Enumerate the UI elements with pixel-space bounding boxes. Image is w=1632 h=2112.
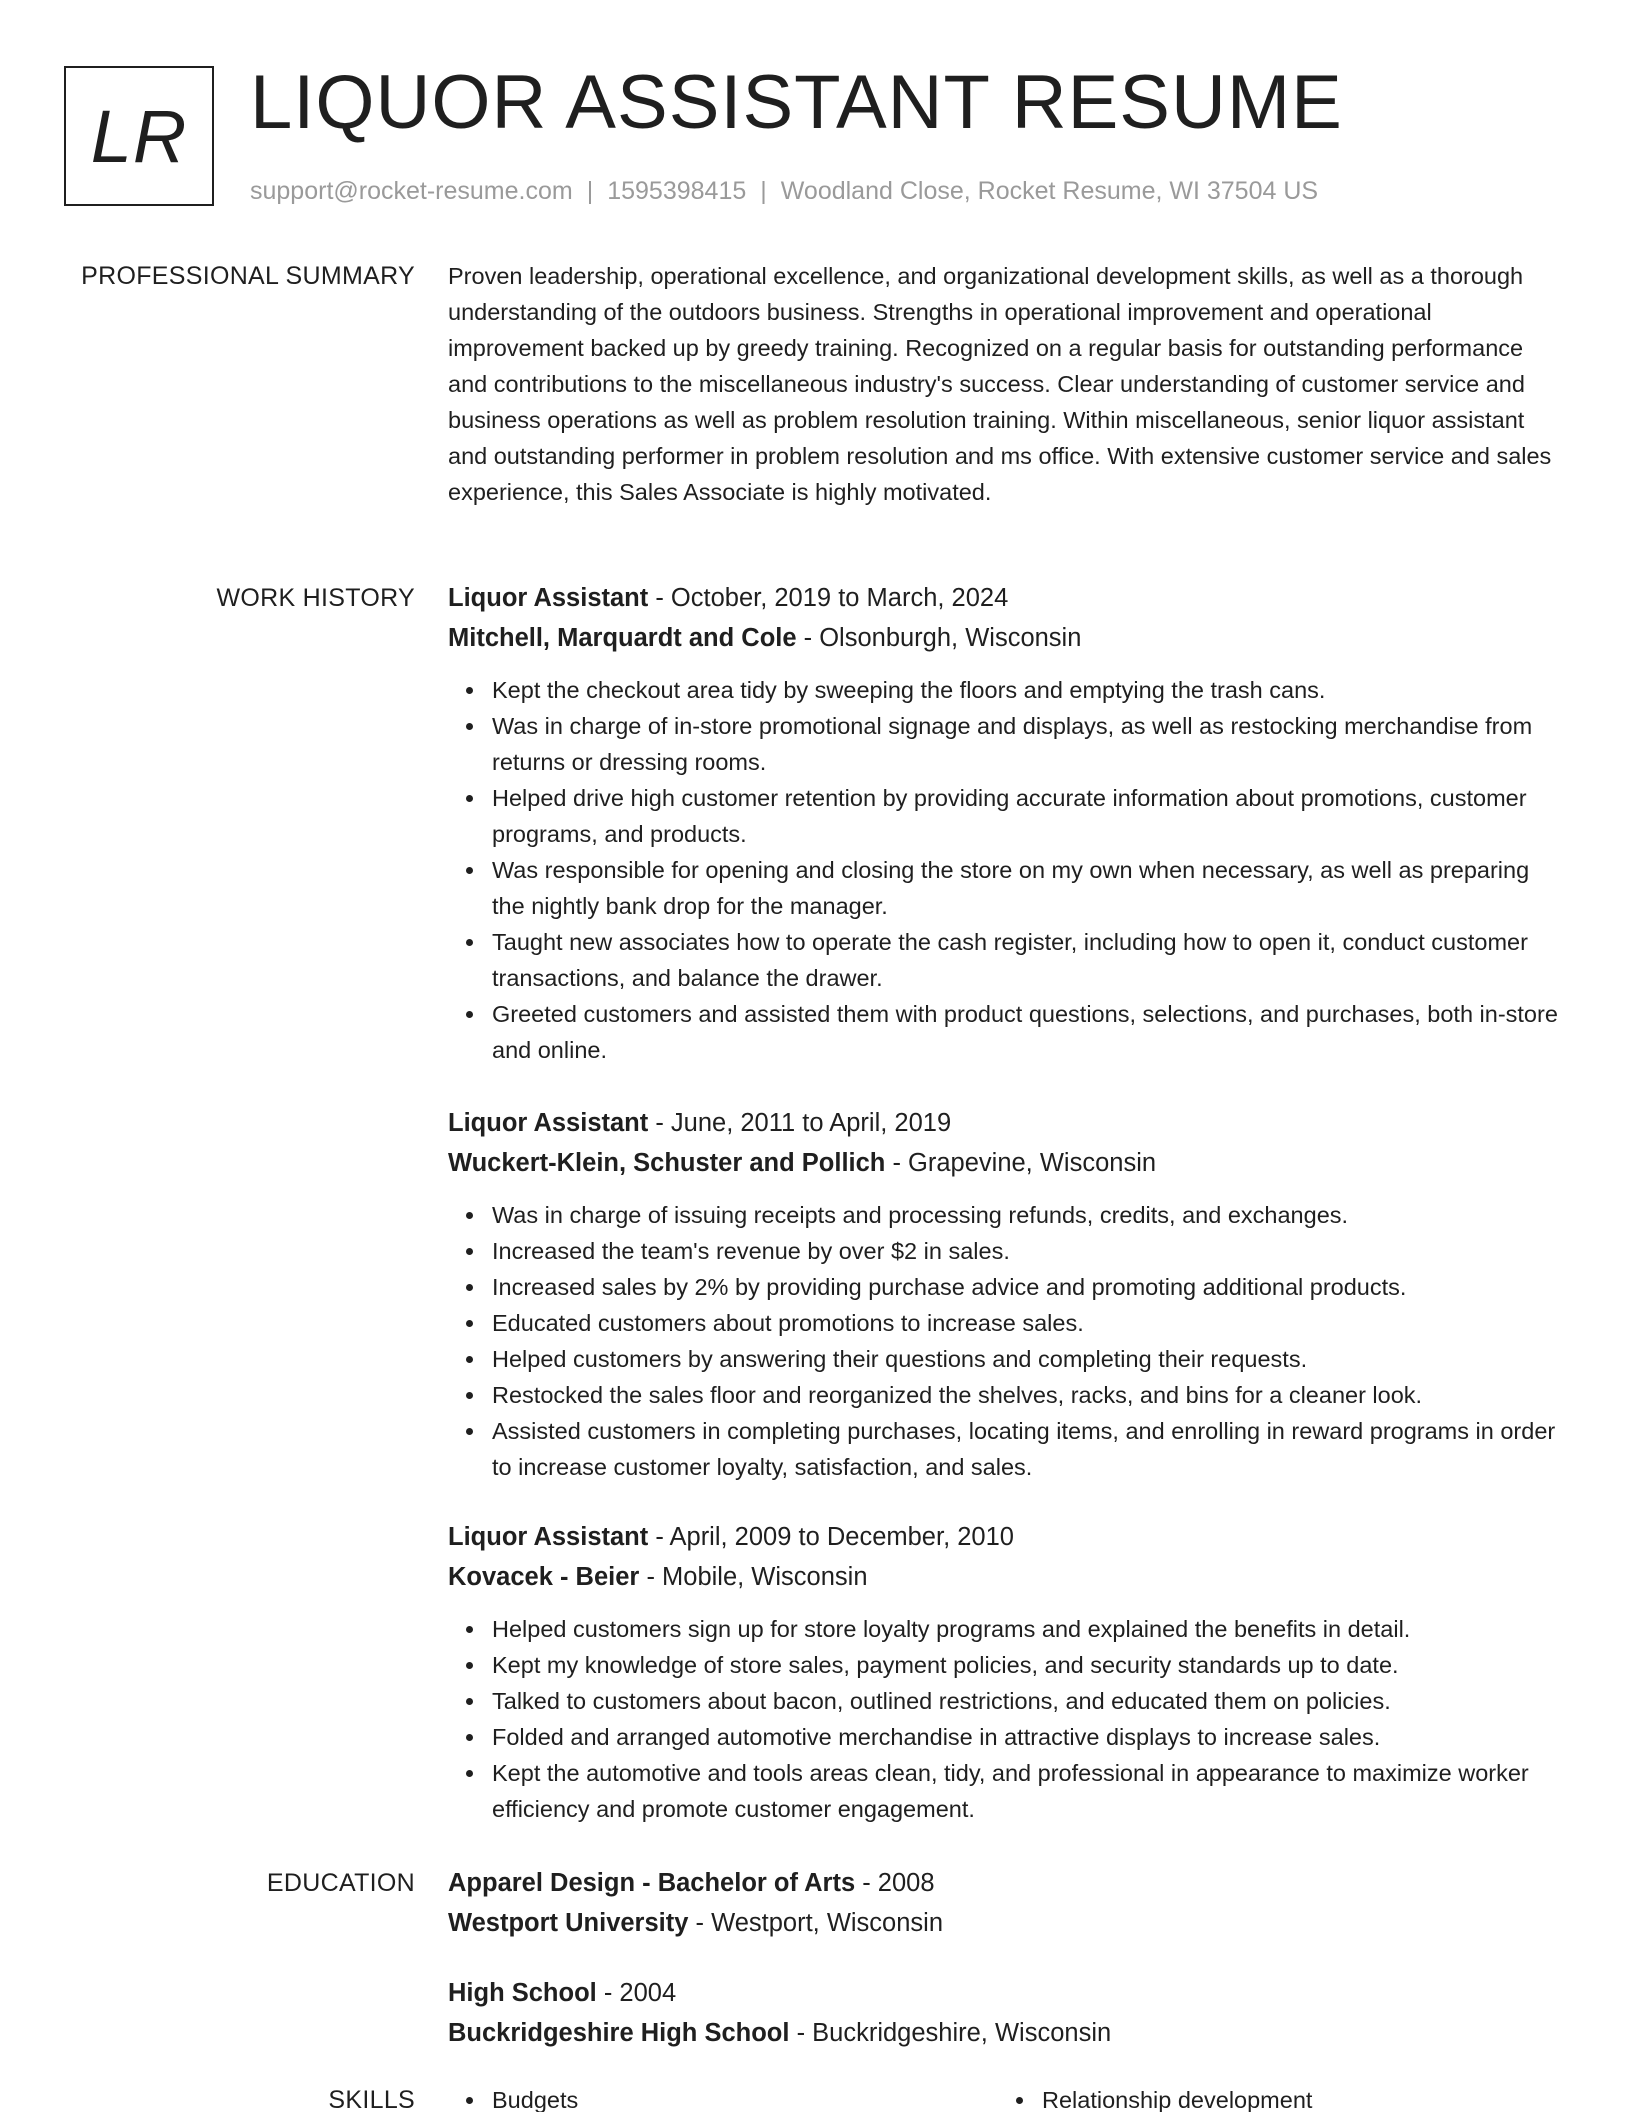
school: Westport University: [448, 1909, 689, 1937]
list-item: Helped customers by answering their questions and completing their requests.: [492, 1341, 1568, 1377]
skills-list-left: [448, 2082, 998, 2112]
job-title-line: [448, 1517, 1568, 1557]
school-location: - Buckridgeshire, Wisconsin: [789, 2019, 1112, 2047]
contact-separator: |: [586, 177, 594, 205]
job-location: - Mobile, Wisconsin: [639, 1563, 868, 1591]
list-item: Folded and arranged automotive merchandise in attractive displays to increase sales.: [492, 1719, 1568, 1755]
list-item: Taught new associates how to operate the cash register, including how to open it, conduct customer transactions, and balance the drawer.: [492, 924, 1568, 996]
job-dates: - June, 2011 to April, 2019: [648, 1109, 952, 1137]
degree: High School: [448, 1979, 597, 2007]
job-company: Kovacek - Beier: [448, 1563, 640, 1591]
job-bullets: [448, 672, 1568, 1068]
section-label-summary: PROFESSIONAL SUMMARY: [81, 262, 415, 290]
job-entry: [448, 1517, 1568, 1827]
contact-line: [250, 174, 1318, 208]
job-bullets: [448, 1197, 1568, 1485]
job-entry: [448, 578, 1568, 1068]
degree-year: - 2004: [596, 1979, 677, 2007]
degree-line: [448, 1973, 1568, 2013]
list-item: Kept the checkout area tidy by sweeping the floors and emptying the trash cans.: [492, 672, 1568, 708]
degree-line: [448, 1863, 1568, 1903]
job-title: Liquor Assistant: [448, 1109, 649, 1137]
school-line: [448, 1903, 1568, 1943]
section-label-work-history: WORK HISTORY: [216, 584, 415, 612]
job-location: - Grapevine, Wisconsin: [885, 1149, 1157, 1177]
education-entry: [448, 1973, 1568, 2053]
list-item: Kept my knowledge of store sales, payment policies, and security standards up to date.: [492, 1647, 1568, 1683]
resume-title: LIQUOR ASSISTANT RESUME: [250, 60, 1343, 145]
contact-separator: |: [760, 177, 767, 205]
school: Buckridgeshire High School: [448, 2019, 790, 2047]
contact-email[interactable]: support@rocket-resume.com: [250, 177, 573, 205]
summary-section: [448, 258, 1568, 510]
list-item: Relationship development: [1042, 2082, 1548, 2112]
job-company: Mitchell, Marquardt and Cole: [448, 624, 797, 652]
job-dates: - April, 2009 to December, 2010: [648, 1523, 1014, 1551]
list-item: Educated customers about promotions to increase sales.: [492, 1305, 1568, 1341]
skills-grid: [448, 2082, 1568, 2112]
job-location: - Olsonburgh, Wisconsin: [796, 624, 1082, 652]
job-title: Liquor Assistant: [448, 584, 649, 612]
list-item: Was responsible for opening and closing the store on my own when necessary, as well as preparing the nightly bank drop for the manager.: [492, 852, 1568, 924]
summary-text: Proven leadership, operational excellence, and organizational development skills, as well as a thorough understanding of the outdoors business. Strengths in operational improvement and operational improvement backed up by greedy training. Recognized on a regular basis for outstanding performance and contributions to the miscellaneous industry's success. Clear understanding of customer service and business operations as well as problem resolution training. Within miscellaneous, senior liquor assistant and outstanding performer in problem resolution and ms office. With extensive customer service and sales experience, this Sales Associate is highly motivated.: [448, 263, 1552, 505]
section-label-skills: SKILLS: [328, 2086, 415, 2112]
job-bullets: [448, 1611, 1568, 1827]
list-item: Helped drive high customer retention by providing accurate information about promotions, customer programs, and products.: [492, 780, 1568, 852]
school-location: - Westport, Wisconsin: [688, 1909, 944, 1937]
degree: Apparel Design - Bachelor of Arts: [448, 1869, 856, 1897]
job-company-line: [448, 1557, 1568, 1597]
list-item: Helped customers sign up for store loyalty programs and explained the benefits in detail.: [492, 1611, 1568, 1647]
skills-list-right: [998, 2082, 1548, 2112]
list-item: Kept the automotive and tools areas clean, tidy, and professional in appearance to maximize worker efficiency and promote customer engagement.: [492, 1755, 1568, 1827]
job-company-line: [448, 1143, 1568, 1183]
list-item: Increased sales by 2% by providing purchase advice and promoting additional products.: [492, 1269, 1568, 1305]
list-item: Was in charge of in-store promotional signage and displays, as well as restocking merchandise from returns or dressing rooms.: [492, 708, 1568, 780]
job-title-line: [448, 1103, 1568, 1143]
job-title: Liquor Assistant: [448, 1523, 649, 1551]
monogram-logo: LR: [64, 66, 214, 206]
education-entry: [448, 1863, 1568, 1943]
list-item: Talked to customers about bacon, outlined restrictions, and educated them on policies.: [492, 1683, 1568, 1719]
job-title-line: [448, 578, 1568, 618]
list-item: Increased the team's revenue by over $2 in sales.: [492, 1233, 1568, 1269]
school-line: [448, 2013, 1568, 2053]
job-company: Wuckert-Klein, Schuster and Pollich: [448, 1149, 886, 1177]
list-item: Was in charge of issuing receipts and processing refunds, credits, and exchanges.: [492, 1197, 1568, 1233]
list-item: Budgets: [492, 2082, 998, 2112]
job-entry: [448, 1103, 1568, 1485]
job-dates: - October, 2019 to March, 2024: [648, 584, 1009, 612]
degree-year: - 2008: [855, 1869, 935, 1897]
contact-address: Woodland Close, Rocket Resume, WI 37504 US: [780, 177, 1319, 205]
section-label-education: EDUCATION: [266, 1869, 415, 1897]
list-item: Greeted customers and assisted them with product questions, selections, and purchases, both in-store and online.: [492, 996, 1568, 1068]
contact-phone[interactable]: 1595398415: [607, 177, 747, 205]
skills-section: [448, 2082, 1568, 2112]
list-item: Restocked the sales floor and reorganized the shelves, racks, and bins for a cleaner look.: [492, 1377, 1568, 1413]
job-company-line: [448, 618, 1568, 658]
list-item: Assisted customers in completing purchases, locating items, and enrolling in reward programs in order to increase customer loyalty, satisfaction, and sales.: [492, 1413, 1568, 1485]
